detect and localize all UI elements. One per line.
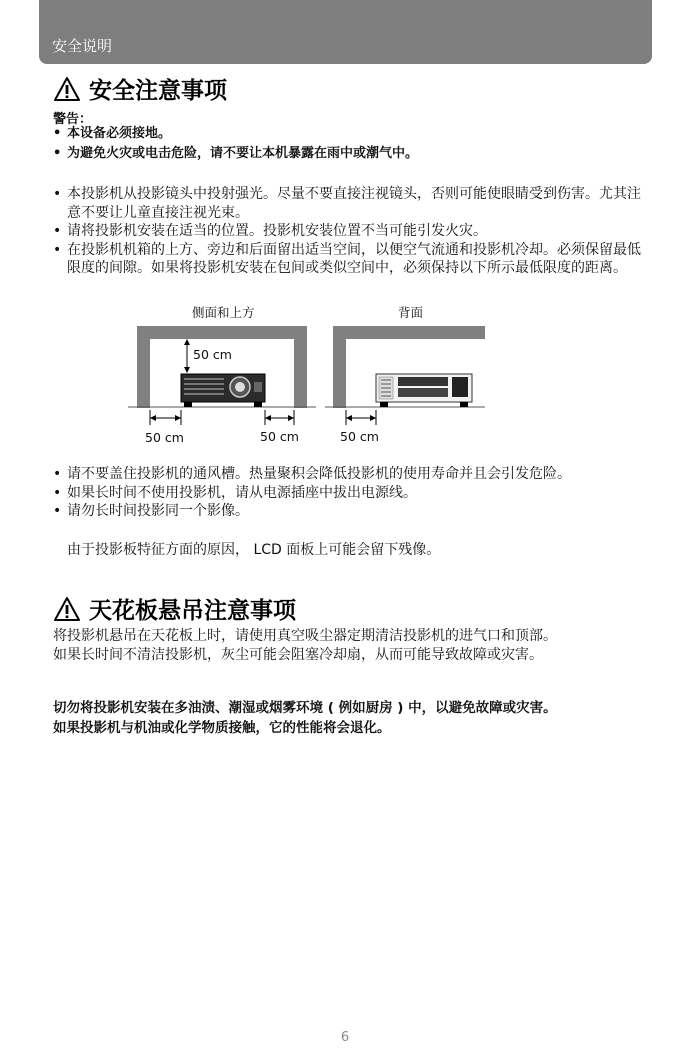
warning-item: • 本设备必须接地。 xyxy=(53,124,643,144)
enclosure-back xyxy=(325,326,485,425)
list-item: • 请不要盖住投影机的通风槽。热量聚积会降低投影机的使用寿命并且会引发危险。 xyxy=(53,465,643,484)
list-item: • 在投影机机箱的上方、旁边和后面留出适当空间，以便空气流通和投影机冷却。必须保留最低限度的间隙。如果将投影机安装在包间或类似空间中，必须保持以下所示最低限度的距离。 xyxy=(53,241,643,278)
figure-label-back: 背面 xyxy=(398,305,424,320)
list-item: • 请将投影机安装在适当的位置。投影机安装位置不当可能引发火灾。 xyxy=(53,222,643,241)
list-item: • 本投影机从投影镜头中投射强光。尽量不要直接注视镜头，否则可能使眼睛受到伤害。尤其注意不要让儿童直接注视光束。 xyxy=(53,185,643,222)
list-item: • 请勿长时间投影同一个影像。 xyxy=(53,502,643,521)
dimension-back: 50 cm xyxy=(340,429,379,444)
section-title-ceiling xyxy=(53,592,296,625)
dimension-right: 50 cm xyxy=(260,429,299,444)
clearance-diagram xyxy=(0,0,690,460)
dimension-top: 50 cm xyxy=(193,347,232,362)
section-header-label: 安全说明 xyxy=(52,37,113,55)
enclosure-side-top xyxy=(128,326,316,425)
warning-item: • 为避免火灾或电击危险，请不要让本机暴露在雨中或潮气中。 xyxy=(53,144,643,164)
dimension-left: 50 cm xyxy=(145,430,184,445)
figure-label-side-top: 侧面和上方 xyxy=(192,305,255,320)
warning-icon xyxy=(53,596,81,622)
ceiling-paragraph-1: 将投影机悬吊在天花板上时，请使用真空吸尘器定期清洁投影机的进气口和顶部。 xyxy=(53,628,557,644)
list-item: • 如果长时间不使用投影机，请从电源插座中拔出电源线。 xyxy=(53,484,643,503)
ceiling-caution-1: 切勿将投影机安装在多油渍、潮湿或烟雾环境 ( 例如厨房 ) 中，以避免故障或灾害。 xyxy=(53,700,557,716)
section-title-text: 安全注意事项 xyxy=(89,78,227,104)
warning-label: 警告： xyxy=(53,112,93,127)
ceiling-caution-2: 如果投影机与机油或化学物质接触，它的性能将会退化。 xyxy=(53,720,391,736)
section-title-text: 天花板悬吊注意事项 xyxy=(89,598,296,624)
ceiling-paragraph-2: 如果长时间不清洁投影机，灰尘可能会阻塞冷却扇，从而可能导致故障或灾害。 xyxy=(53,647,543,663)
lcd-note: 由于投影板特征方面的原因， LCD 面板上可能会留下残像。 xyxy=(67,542,441,558)
page-number: 6 xyxy=(340,1030,350,1045)
safety-list-b xyxy=(53,465,643,521)
